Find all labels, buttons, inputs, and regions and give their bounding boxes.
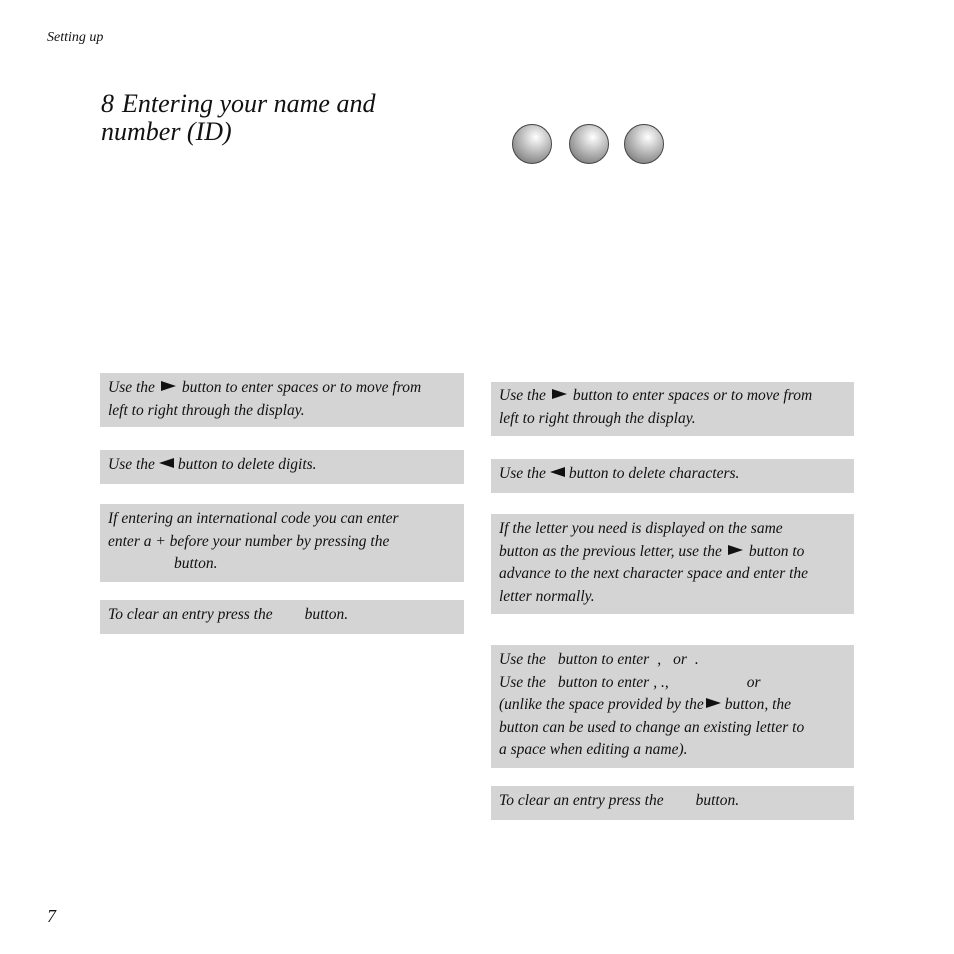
title-line-2: number (ID): [101, 117, 232, 146]
running-header: Setting up: [47, 30, 104, 45]
section-title: [101, 90, 461, 146]
title-line-1: Entering your name and: [122, 89, 376, 118]
note-right-button: Use the button to enter spaces or to move from left to right through the display.: [100, 373, 464, 427]
note-symbols: Use the button to enter , or . Use the button to enter , ., or (unlike the space provided by the button, the button can be used to change an existing letter to a space when editing a name).: [491, 645, 854, 768]
note-delete: Use the button to delete digits.: [100, 450, 464, 484]
note-clear: To clear an entry press the button.: [100, 600, 464, 634]
note-right-button-name: Use the button to enter spaces or to move from left to right through the display.: [491, 382, 854, 436]
note-clear-name: To clear an entry press the button.: [491, 786, 854, 820]
section-number: 8: [101, 89, 114, 118]
note-delete-name: Use the button to delete characters.: [491, 459, 854, 493]
right-arrow-icon: [552, 389, 567, 399]
right-arrow-icon: [161, 381, 176, 391]
right-arrow-icon: [706, 698, 721, 708]
note-same-button: If the letter you need is displayed on the same button as the previous letter, use the button to advance to the next character space and enter the letter normally.: [491, 514, 854, 614]
left-arrow-icon: [159, 458, 174, 468]
page-number: 7: [47, 906, 56, 926]
round-button-icon: [512, 124, 552, 164]
left-arrow-icon: [550, 467, 565, 477]
note-international: If entering an international code you can enter enter a + before your number by pressing the button.: [100, 504, 464, 582]
right-arrow-icon: [728, 545, 743, 555]
round-button-icon: [624, 124, 664, 164]
round-button-icon: [569, 124, 609, 164]
